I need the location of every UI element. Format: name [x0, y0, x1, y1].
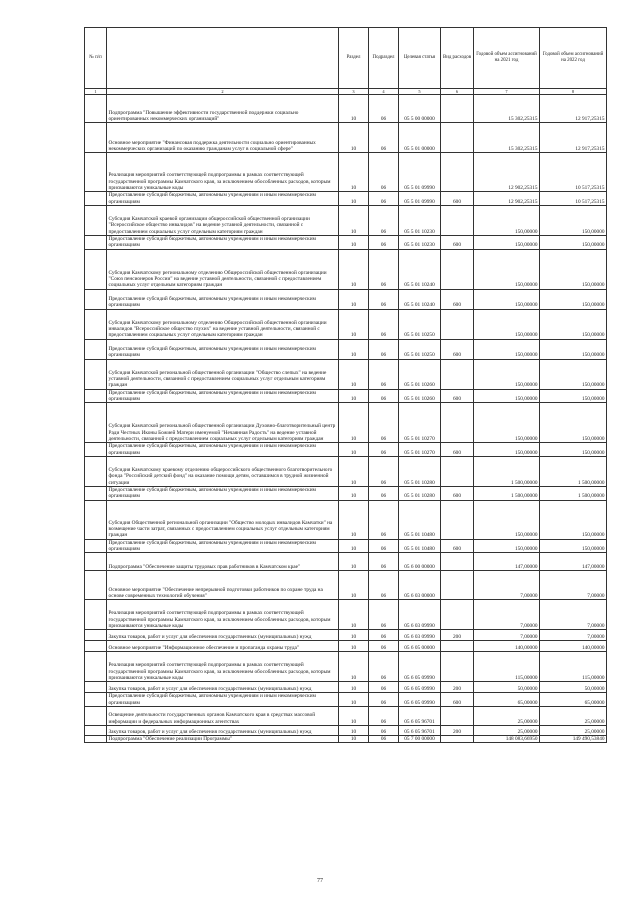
cell-vol-2022: 150,00000 — [540, 500, 607, 539]
cell-vol-2021: 12 902,25315 — [474, 153, 540, 192]
cell-subsection: 06 — [369, 487, 399, 501]
cell-name: Подпрограмма "Повышение эффективности государственной поддержки социально ориентированных некоммерческих организаций" — [107, 95, 339, 123]
cell-vol-2021: 150,00000 — [474, 205, 540, 235]
table-row — [85, 736, 607, 743]
cell-target: 05 6 03 09990 — [399, 630, 441, 641]
cell-target: 05 6 05 96701 — [399, 726, 441, 736]
cell-name: Подпрограмма "Обеспечение защиты трудовых прав работников в Камчатском крае" — [107, 553, 339, 571]
table-row — [85, 192, 607, 206]
page-number: 77 — [317, 878, 323, 884]
cell-section: 10 — [339, 693, 369, 707]
table-row — [85, 389, 607, 403]
table-row — [85, 339, 607, 359]
table-row — [85, 500, 607, 539]
table-row — [85, 726, 607, 736]
cell-section: 10 — [339, 500, 369, 539]
cell-subsection: 06 — [369, 693, 399, 707]
cell-name: Субсидия Общественной региональной организации "Общество молодых инвалидов Камчатки" на возмещение части затрат, связанных с предоставлением социальных услуг отдельным категориям граждан — [107, 500, 339, 539]
table-row — [85, 652, 607, 682]
cell-vol-2022: 115,00000 — [540, 652, 607, 682]
cell-name: Субсидия Камчатскому региональному отделению Общероссийской общественной организации "Союз пенсионеров России" на ведение уставной деятельности, связанной с предоставлением социальных услуг отдельным категориям граждан — [107, 249, 339, 289]
table-row — [85, 682, 607, 693]
cell-num — [85, 192, 107, 206]
cell-target: 05 5 01 10270 — [399, 443, 441, 457]
header-expense-type: Вид расходов — [441, 28, 474, 89]
cell-expense-type — [441, 359, 474, 389]
budget-table — [84, 27, 607, 743]
cell-target: 05 5 01 10240 — [399, 249, 441, 289]
header-num: № п/п — [85, 28, 107, 89]
cell-vol-2021: 150,00000 — [474, 235, 540, 249]
column-number: 1 — [85, 89, 107, 95]
cell-target: 05 6 05 09990 — [399, 682, 441, 693]
cell-subsection: 06 — [369, 235, 399, 249]
cell-section: 10 — [339, 630, 369, 641]
cell-target: 05 5 01 00000 — [399, 123, 441, 153]
cell-vol-2021: 150,00000 — [474, 289, 540, 309]
cell-vol-2021: 148 083,66950 — [474, 736, 540, 743]
cell-section: 10 — [339, 600, 369, 630]
cell-subsection: 06 — [369, 539, 399, 553]
cell-num — [85, 153, 107, 192]
table-row — [85, 95, 607, 123]
table-row — [85, 553, 607, 571]
cell-expense-type — [441, 205, 474, 235]
cell-subsection: 06 — [369, 309, 399, 339]
cell-num — [85, 289, 107, 309]
table-row — [85, 457, 607, 487]
cell-section: 10 — [339, 339, 369, 359]
cell-expense-type: 200 — [441, 682, 474, 693]
cell-expense-type: 200 — [441, 726, 474, 736]
cell-vol-2022: 7,00000 — [540, 630, 607, 641]
cell-expense-type — [441, 641, 474, 652]
cell-target: 05 6 05 09990 — [399, 652, 441, 682]
cell-section: 10 — [339, 153, 369, 192]
cell-target: 05 5 01 10230 — [399, 205, 441, 235]
cell-name: Субсидия Камчатской краевой организации общероссийской общественной организации "Всероссийское общество инвалидов" на ведение уставной деятельности, связанной с предоставлением социальных услуг отдельным категориям граждан — [107, 205, 339, 235]
table-row — [85, 309, 607, 339]
cell-expense-type — [441, 403, 474, 443]
cell-subsection: 06 — [369, 641, 399, 652]
cell-num — [85, 403, 107, 443]
cell-target: 05 6 03 09990 — [399, 600, 441, 630]
cell-num — [85, 630, 107, 641]
cell-num — [85, 726, 107, 736]
cell-vol-2021: 150,00000 — [474, 309, 540, 339]
cell-vol-2021: 150,00000 — [474, 500, 540, 539]
cell-expense-type — [441, 457, 474, 487]
cell-expense-type: 600 — [441, 289, 474, 309]
cell-expense-type — [441, 600, 474, 630]
cell-expense-type: 600 — [441, 192, 474, 206]
cell-name: Основное мероприятие "Обеспечение непрерывной подготовки работников по охране труда на основе современных технологий обучения" — [107, 571, 339, 600]
cell-vol-2021: 65,00000 — [474, 693, 540, 707]
cell-section: 10 — [339, 539, 369, 553]
cell-expense-type — [441, 249, 474, 289]
cell-num — [85, 235, 107, 249]
table-row — [85, 641, 607, 652]
cell-subsection: 06 — [369, 339, 399, 359]
cell-vol-2021: 115,00000 — [474, 652, 540, 682]
cell-expense-type — [441, 707, 474, 726]
table-row — [85, 359, 607, 389]
cell-vol-2022: 147,00000 — [540, 553, 607, 571]
cell-section: 10 — [339, 443, 369, 457]
cell-section: 10 — [339, 123, 369, 153]
cell-num — [85, 339, 107, 359]
cell-vol-2021: 12 902,25315 — [474, 192, 540, 206]
cell-name: Предоставление субсидий бюджетным, автономным учреждениям и иным некоммерческим организациям — [107, 487, 339, 501]
cell-section: 10 — [339, 641, 369, 652]
cell-name: Закупка товаров, работ и услуг для обеспечения государственных (муниципальных) нужд — [107, 630, 339, 641]
cell-section: 10 — [339, 389, 369, 403]
cell-target: 05 5 01 10250 — [399, 309, 441, 339]
table-body — [85, 95, 607, 743]
cell-target: 05 6 03 00000 — [399, 571, 441, 600]
cell-name: Подпрограмма "Обеспечение реализации Программы" — [107, 736, 339, 743]
cell-num — [85, 736, 107, 743]
cell-name: Субсидия Камчатскому региональному отделению Общероссийской общественной организации инвалидов "Всероссийское общество глухих" на ведение уставной деятельности, связанной с предоставлением социальных услуг отдельным категориям граждан — [107, 309, 339, 339]
header-vol-2022: Годовой объем ассигнований на 2022 год — [540, 28, 607, 89]
cell-vol-2021: 25,00000 — [474, 726, 540, 736]
cell-section: 10 — [339, 235, 369, 249]
table-row — [85, 600, 607, 630]
cell-num — [85, 309, 107, 339]
cell-vol-2022: 12 917,25315 — [540, 95, 607, 123]
cell-target: 05 6 05 96701 — [399, 707, 441, 726]
cell-num — [85, 487, 107, 501]
cell-target: 05 5 01 10250 — [399, 339, 441, 359]
cell-num — [85, 389, 107, 403]
cell-num — [85, 539, 107, 553]
cell-section: 10 — [339, 571, 369, 600]
cell-expense-type: 600 — [441, 235, 474, 249]
cell-vol-2021: 150,00000 — [474, 403, 540, 443]
cell-name: Предоставление субсидий бюджетным, автономным учреждениям и иным некоммерческим организациям — [107, 443, 339, 457]
table-row — [85, 443, 607, 457]
cell-num — [85, 571, 107, 600]
cell-name: Реализация мероприятий соответствующей подпрограммы в рамках соответствующей государственной программы Камчатского края, за исключением обособленных расходов, которым присваиваются уникальные коды — [107, 600, 339, 630]
table-row — [85, 403, 607, 443]
cell-expense-type — [441, 571, 474, 600]
table-row — [85, 693, 607, 707]
cell-vol-2022: 12 917,25315 — [540, 123, 607, 153]
cell-section: 10 — [339, 726, 369, 736]
header-name — [107, 28, 339, 89]
cell-name: Основное мероприятие "Финансовая поддержка деятельности социально ориентированных некоммерческих организаций по оказанию гражданам услуг в социальной сфере" — [107, 123, 339, 153]
cell-target: 05 5 01 10480 — [399, 500, 441, 539]
cell-expense-type: 600 — [441, 389, 474, 403]
cell-vol-2021: 150,00000 — [474, 443, 540, 457]
cell-section: 10 — [339, 487, 369, 501]
cell-num — [85, 652, 107, 682]
cell-name: Закупка товаров, работ и услуг для обеспечения государственных (муниципальных) нужд — [107, 682, 339, 693]
cell-subsection: 06 — [369, 403, 399, 443]
cell-target: 05 5 01 10260 — [399, 359, 441, 389]
cell-vol-2022: 150,00000 — [540, 339, 607, 359]
cell-subsection: 06 — [369, 289, 399, 309]
cell-expense-type — [441, 309, 474, 339]
table-row — [85, 153, 607, 192]
cell-vol-2022: 1 500,00000 — [540, 457, 607, 487]
cell-subsection: 06 — [369, 389, 399, 403]
table-row — [85, 571, 607, 600]
cell-subsection: 06 — [369, 652, 399, 682]
cell-vol-2022: 150,00000 — [540, 249, 607, 289]
cell-name: Субсидия Камчатской региональной общественной организации "Общество слепых" на ведение уставной деятельности, связанной с предоставлением социальных услуг отдельным категориям граждан — [107, 359, 339, 389]
cell-num — [85, 707, 107, 726]
column-number: 8 — [540, 89, 607, 95]
table-row — [85, 539, 607, 553]
cell-name: Предоставление субсидий бюджетным, автономным учреждениям и иным некоммерческим организациям — [107, 192, 339, 206]
cell-target: 05 6 05 00000 — [399, 641, 441, 652]
cell-vol-2021: 1 500,00000 — [474, 487, 540, 501]
cell-vol-2021: 150,00000 — [474, 389, 540, 403]
cell-vol-2021: 7,00000 — [474, 630, 540, 641]
cell-section: 10 — [339, 553, 369, 571]
cell-subsection: 06 — [369, 192, 399, 206]
cell-name: Закупка товаров, работ и услуг для обеспечения государственных (муниципальных) нужд — [107, 726, 339, 736]
header-target: Целевая статья — [399, 28, 441, 89]
cell-vol-2022: 150,00000 — [540, 539, 607, 553]
column-number: 2 — [107, 89, 339, 95]
cell-vol-2021: 150,00000 — [474, 539, 540, 553]
cell-vol-2022: 7,00000 — [540, 600, 607, 630]
cell-target: 05 7 00 00000 — [399, 736, 441, 743]
cell-num — [85, 123, 107, 153]
cell-vol-2021: 15 302,25315 — [474, 123, 540, 153]
cell-subsection: 06 — [369, 123, 399, 153]
cell-name: Реализация мероприятий соответствующей подпрограммы в рамках соответствующей государственной программы Камчатского края, за исключением обособленных расходов, которым присваиваются уникальные коды — [107, 652, 339, 682]
cell-target: 05 5 01 10280 — [399, 487, 441, 501]
cell-expense-type: 200 — [441, 630, 474, 641]
cell-num — [85, 359, 107, 389]
cell-subsection: 06 — [369, 553, 399, 571]
cell-vol-2022: 150,00000 — [540, 403, 607, 443]
cell-subsection: 06 — [369, 707, 399, 726]
cell-vol-2021: 150,00000 — [474, 249, 540, 289]
cell-section: 10 — [339, 359, 369, 389]
cell-expense-type — [441, 500, 474, 539]
cell-num — [85, 95, 107, 123]
cell-expense-type: 600 — [441, 539, 474, 553]
cell-subsection: 06 — [369, 205, 399, 235]
column-number: 7 — [474, 89, 540, 95]
cell-expense-type — [441, 736, 474, 743]
cell-subsection: 06 — [369, 95, 399, 123]
cell-name: Освещение деятельности государственных органов Камчатского края в средствах массовой информации и федеральных информационных агентствах — [107, 707, 339, 726]
column-number: 4 — [369, 89, 399, 95]
cell-vol-2021: 50,00000 — [474, 682, 540, 693]
cell-section: 10 — [339, 403, 369, 443]
cell-section: 10 — [339, 707, 369, 726]
cell-vol-2022: 150,00000 — [540, 359, 607, 389]
cell-target: 05 5 01 09990 — [399, 192, 441, 206]
cell-subsection: 06 — [369, 682, 399, 693]
cell-name: Основное мероприятие "Информационное обеспечение и пропаганда охраны труда" — [107, 641, 339, 652]
cell-vol-2021: 1 500,00000 — [474, 457, 540, 487]
cell-name: Субсидия Камчатской региональной общественной организации Духовно-благотворительный центр Ради Честных Иконы Божией Матери именуемой "Нечаянная Радость" на ведение уставной деятельности, связанной с предоставлением социальных услуг отдельным категориям граждан — [107, 403, 339, 443]
cell-num — [85, 500, 107, 539]
cell-vol-2022: 150,00000 — [540, 309, 607, 339]
table-row — [85, 630, 607, 641]
cell-subsection: 06 — [369, 500, 399, 539]
cell-expense-type — [441, 123, 474, 153]
header-section: Раздел — [339, 28, 369, 89]
cell-expense-type — [441, 95, 474, 123]
cell-vol-2022: 149 490,53840 — [540, 736, 607, 743]
cell-vol-2022: 1 500,00000 — [540, 487, 607, 501]
cell-name: Реализация мероприятий соответствующей подпрограммы в рамках соответствующей государственной программы Камчатского края, за исключением обособленных расходов, которым присваиваются уникальные коды — [107, 153, 339, 192]
cell-target: 05 6 00 00000 — [399, 553, 441, 571]
cell-name: Субсидия Камчатскому краевому отделению общероссийского общественного благотворительного фонда "Российский детский фонд" на оказание помощи детям, оставшимся в трудной жизненной ситуации — [107, 457, 339, 487]
table-row — [85, 487, 607, 501]
cell-vol-2022: 10 517,25315 — [540, 153, 607, 192]
cell-vol-2021: 150,00000 — [474, 339, 540, 359]
cell-vol-2021: 7,00000 — [474, 600, 540, 630]
cell-vol-2022: 7,00000 — [540, 571, 607, 600]
header-subsection: Подраздел — [369, 28, 399, 89]
cell-section: 10 — [339, 95, 369, 123]
cell-target: 05 5 01 10240 — [399, 289, 441, 309]
cell-num — [85, 693, 107, 707]
cell-vol-2022: 140,00000 — [540, 641, 607, 652]
cell-expense-type — [441, 553, 474, 571]
column-number: 3 — [339, 89, 369, 95]
cell-target: 05 5 01 10270 — [399, 403, 441, 443]
cell-num — [85, 600, 107, 630]
cell-section: 10 — [339, 289, 369, 309]
cell-subsection: 06 — [369, 457, 399, 487]
header-row — [85, 28, 607, 89]
column-number: 6 — [441, 89, 474, 95]
cell-name: Предоставление субсидий бюджетным, автономным учреждениям и иным некоммерческим организациям — [107, 339, 339, 359]
cell-vol-2022: 25,00000 — [540, 726, 607, 736]
cell-section: 10 — [339, 682, 369, 693]
cell-vol-2022: 50,00000 — [540, 682, 607, 693]
cell-vol-2021: 15 302,25315 — [474, 95, 540, 123]
cell-name: Предоставление субсидий бюджетным, автономным учреждениям и иным некоммерческим организациям — [107, 693, 339, 707]
cell-num — [85, 443, 107, 457]
cell-expense-type: 600 — [441, 487, 474, 501]
cell-vol-2022: 150,00000 — [540, 235, 607, 249]
cell-target: 05 5 01 10480 — [399, 539, 441, 553]
cell-expense-type — [441, 652, 474, 682]
cell-name: Предоставление субсидий бюджетным, автономным учреждениям и иным некоммерческим организациям — [107, 289, 339, 309]
cell-expense-type: 600 — [441, 443, 474, 457]
cell-vol-2022: 150,00000 — [540, 205, 607, 235]
cell-num — [85, 641, 107, 652]
cell-vol-2022: 25,00000 — [540, 707, 607, 726]
cell-section: 10 — [339, 736, 369, 743]
cell-section: 10 — [339, 652, 369, 682]
cell-num — [85, 553, 107, 571]
cell-section: 10 — [339, 309, 369, 339]
cell-section: 10 — [339, 192, 369, 206]
cell-vol-2021: 150,00000 — [474, 359, 540, 389]
cell-num — [85, 682, 107, 693]
cell-target: 05 6 05 09990 — [399, 693, 441, 707]
cell-subsection: 06 — [369, 249, 399, 289]
cell-expense-type: 600 — [441, 693, 474, 707]
cell-vol-2022: 150,00000 — [540, 443, 607, 457]
cell-subsection: 06 — [369, 736, 399, 743]
table-row — [85, 205, 607, 235]
cell-vol-2021: 7,00000 — [474, 571, 540, 600]
cell-subsection: 06 — [369, 153, 399, 192]
cell-target: 05 5 01 10280 — [399, 457, 441, 487]
table-row — [85, 235, 607, 249]
header-vol-2021: Годовой объем ассигнований на 2021 год — [474, 28, 540, 89]
table-row — [85, 289, 607, 309]
cell-vol-2021: 147,00000 — [474, 553, 540, 571]
cell-vol-2022: 10 517,25315 — [540, 192, 607, 206]
cell-subsection: 06 — [369, 630, 399, 641]
cell-subsection: 06 — [369, 443, 399, 457]
cell-section: 10 — [339, 249, 369, 289]
cell-vol-2021: 140,00000 — [474, 641, 540, 652]
cell-subsection: 06 — [369, 726, 399, 736]
cell-subsection: 06 — [369, 359, 399, 389]
table-row — [85, 249, 607, 289]
cell-name: Предоставление субсидий бюджетным, автономным учреждениям и иным некоммерческим организациям — [107, 235, 339, 249]
cell-num — [85, 205, 107, 235]
column-number: 5 — [399, 89, 441, 95]
cell-vol-2022: 65,00000 — [540, 693, 607, 707]
cell-target: 05 5 01 10260 — [399, 389, 441, 403]
cell-name: Предоставление субсидий бюджетным, автономным учреждениям и иным некоммерческим организациям — [107, 389, 339, 403]
table-row — [85, 123, 607, 153]
cell-expense-type — [441, 153, 474, 192]
cell-expense-type: 600 — [441, 339, 474, 359]
cell-target: 05 5 01 09990 — [399, 153, 441, 192]
cell-vol-2021: 25,00000 — [474, 707, 540, 726]
cell-vol-2022: 150,00000 — [540, 289, 607, 309]
table-row — [85, 707, 607, 726]
cell-section: 10 — [339, 457, 369, 487]
cell-subsection: 06 — [369, 571, 399, 600]
cell-num — [85, 249, 107, 289]
cell-num — [85, 457, 107, 487]
cell-vol-2022: 150,00000 — [540, 389, 607, 403]
cell-subsection: 06 — [369, 600, 399, 630]
cell-target: 05 5 00 00000 — [399, 95, 441, 123]
cell-target: 05 5 01 10230 — [399, 235, 441, 249]
cell-name: Предоставление субсидий бюджетным, автономным учреждениям и иным некоммерческим организациям — [107, 539, 339, 553]
cell-section: 10 — [339, 205, 369, 235]
